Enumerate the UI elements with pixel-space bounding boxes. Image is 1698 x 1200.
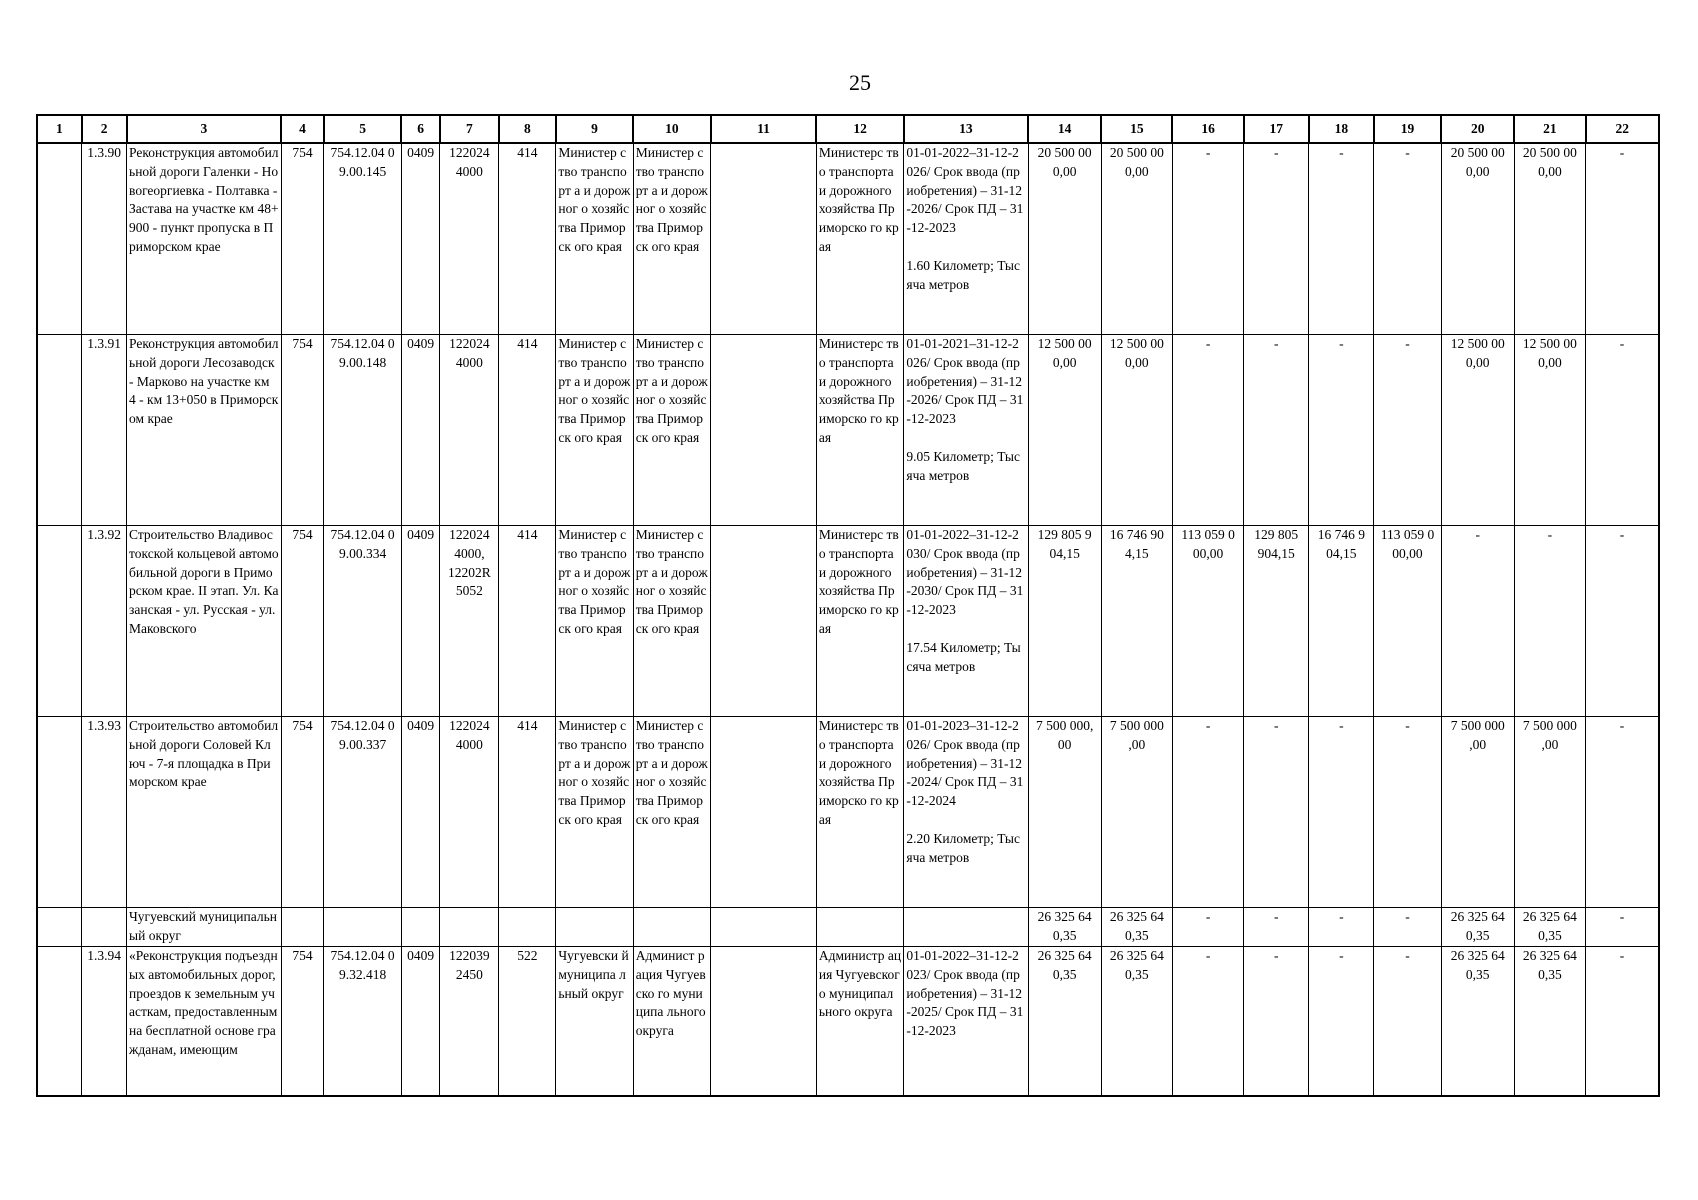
column-header-7: 7 [440,115,499,143]
table-cell-col-18: - [1309,143,1374,335]
table-cell-col-14: 20 500 00 0,00 [1028,143,1101,335]
table-cell-col-19: - [1374,143,1441,335]
table-cell-col-10 [633,908,710,947]
column-header-20: 20 [1441,115,1514,143]
table-cell-col-12: Министерс тво транспорта и дорожного хозяйства Приморско го края [816,335,904,526]
table-cell-col-15: 16 746 90 4,15 [1101,526,1172,717]
table-cell-col-12 [816,908,904,947]
table-cell-col-14: 129 805 9 04,15 [1028,526,1101,717]
table-cell-col-16: - [1172,947,1243,1097]
table-cell-col-16: 113 059 0 00,00 [1172,526,1243,717]
table-cell-col-18: - [1309,947,1374,1097]
table-cell-col-13: 01-01-2022–31-12-2026/ Срок ввода (приобретения) – 31-12-2026/ Срок ПД – 31-12-2023 1.60 Километр; Тысяча метров [904,143,1028,335]
table-cell-col-3: Строительство Владивостокской кольцевой автомобильной дороги в Приморском крае. II этап. Ул. Казанская - ул. Русская - ул. Маковского [127,526,282,717]
table-cell-col-7 [440,908,499,947]
table-cell-col-20: 12 500 00 0,00 [1441,335,1514,526]
column-header-18: 18 [1309,115,1374,143]
table-cell-col-8: 414 [499,335,556,526]
table-cell-col-21: 26 325 64 0,35 [1514,908,1585,947]
table-cell-col-12: Министерс тво транспорта и дорожного хозяйства Приморско го края [816,717,904,908]
table-cell-col-6: 0409 [401,717,440,908]
table-cell-col-18: 16 746 9 04,15 [1309,526,1374,717]
table-cell-col-15: 26 325 64 0,35 [1101,947,1172,1097]
table-cell-col-16: - [1172,717,1243,908]
table-cell-col-21: 12 500 00 0,00 [1514,335,1585,526]
table-cell-col-5: 754.12.04 09.00.337 [324,717,401,908]
column-header-9: 9 [556,115,633,143]
table-cell-col-2: 1.3.94 [82,947,127,1097]
table-cell-col-12: Министерс тво транспорта и дорожного хозяйства Приморско го края [816,526,904,717]
table-cell-col-19: - [1374,717,1441,908]
column-header-2: 2 [82,115,127,143]
table-cell-col-2: 1.3.90 [82,143,127,335]
column-header-5: 5 [324,115,401,143]
column-header-8: 8 [499,115,556,143]
table-cell-col-19: 113 059 0 00,00 [1374,526,1441,717]
table-cell-col-17: - [1244,717,1309,908]
table-cell-col-9: Министер ство транспорт а и дорожног о хозяйства Приморск ого края [556,143,633,335]
table-cell-col-10: Министер ство транспорт а и дорожног о хозяйства Приморск ого края [633,526,710,717]
column-header-4: 4 [281,115,324,143]
table-cell-col-3: Реконструкция автомобильной дороги Лесозаводск - Марково на участке км 4 - км 13+050 в Приморском крае [127,335,282,526]
table-cell-col-3: Реконструкция автомобильной дороги Галенки - Новогеоргиевка - Полтавка - Застава на участке км 48+900 - пункт пропуска в Приморском крае [127,143,282,335]
table-cell-col-10: Министер ство транспорт а и дорожног о хозяйства Приморск ого края [633,717,710,908]
table-cell-col-1 [37,335,82,526]
table-cell-col-15: 26 325 64 0,35 [1101,908,1172,947]
table-cell-col-5 [324,908,401,947]
table-cell-col-7: 122024 4000 [440,335,499,526]
table-row [37,143,1659,335]
table-cell-col-22: - [1586,908,1659,947]
table-cell-col-7: 122024 4000 [440,717,499,908]
table-cell-col-21: 20 500 00 0,00 [1514,143,1585,335]
table-cell-col-18: - [1309,717,1374,908]
table-cell-col-9: Министер ство транспорт а и дорожног о хозяйства Приморск ого края [556,335,633,526]
table-cell-col-12: Министерс тво транспорта и дорожного хозяйства Приморско го края [816,143,904,335]
table-cell-col-11 [711,908,817,947]
column-header-16: 16 [1172,115,1243,143]
table-cell-col-11 [711,526,817,717]
table-cell-col-14: 12 500 00 0,00 [1028,335,1101,526]
table-row [37,947,1659,1097]
table-cell-col-20: 26 325 64 0,35 [1441,908,1514,947]
column-header-22: 22 [1586,115,1659,143]
table-cell-col-8: 414 [499,526,556,717]
column-header-19: 19 [1374,115,1441,143]
table-cell-col-5: 754.12.04 09.00.145 [324,143,401,335]
table-cell-col-6: 0409 [401,335,440,526]
data-table [36,114,1660,1097]
table-cell-col-2: 1.3.92 [82,526,127,717]
table-cell-col-5: 754.12.04 09.32.418 [324,947,401,1097]
table-cell-col-17: - [1244,335,1309,526]
table-cell-col-15: 20 500 00 0,00 [1101,143,1172,335]
table-cell-col-1 [37,947,82,1097]
table-cell-col-3: «Реконструкция подъездных автомобильных дорог, проездов к земельным участкам, предоставленным на бесплатной основе гражданам, имеющим [127,947,282,1097]
table-cell-col-3: Строительство автомобильной дороги Соловей Ключ - 7-я площадка в Приморском крае [127,717,282,908]
column-header-1: 1 [37,115,82,143]
table-cell-col-21: 26 325 64 0,35 [1514,947,1585,1097]
table-cell-col-7: 122024 4000, 12202R 5052 [440,526,499,717]
table-cell-col-9: Министер ство транспорт а и дорожног о хозяйства Приморск ого края [556,526,633,717]
table-cell-col-17: - [1244,947,1309,1097]
table-cell-col-10: Министер ство транспорт а и дорожног о хозяйства Приморск ого края [633,335,710,526]
table-cell-col-1 [37,143,82,335]
table-cell-col-7: 122024 4000 [440,143,499,335]
table-cell-col-4: 754 [281,526,324,717]
table-row [37,717,1659,908]
table-cell-col-20: 26 325 64 0,35 [1441,947,1514,1097]
table-cell-col-7: 122039 2450 [440,947,499,1097]
table-cell-col-4: 754 [281,335,324,526]
column-header-12: 12 [816,115,904,143]
table-cell-col-3: Чугуевский муниципальный округ [127,908,282,947]
table-cell-col-22: - [1586,947,1659,1097]
column-header-6: 6 [401,115,440,143]
table-cell-col-18: - [1309,908,1374,947]
table-cell-col-13: 01-01-2022–31-12-2030/ Срок ввода (приобретения) – 31-12-2030/ Срок ПД – 31-12-2023 17.54 Километр; Тысяча метров [904,526,1028,717]
column-header-10: 10 [633,115,710,143]
column-header-21: 21 [1514,115,1585,143]
table-cell-col-14: 26 325 64 0,35 [1028,908,1101,947]
page-number: 25 [849,70,871,95]
table-cell-col-9: Министер ство транспорт а и дорожног о хозяйства Приморск ого края [556,717,633,908]
table-cell-col-5: 754.12.04 09.00.148 [324,335,401,526]
table-cell-col-17: 129 805 904,15 [1244,526,1309,717]
table-cell-col-8: 414 [499,143,556,335]
table-cell-col-20: 20 500 00 0,00 [1441,143,1514,335]
table-cell-col-11 [711,143,817,335]
table-cell-col-2 [82,908,127,947]
table-cell-col-15: 12 500 00 0,00 [1101,335,1172,526]
table-cell-col-18: - [1309,335,1374,526]
table-cell-col-4: 754 [281,143,324,335]
table-cell-col-2: 1.3.91 [82,335,127,526]
table-cell-col-22: - [1586,526,1659,717]
table-cell-col-22: - [1586,143,1659,335]
table-cell-col-5: 754.12.04 09.00.334 [324,526,401,717]
table-cell-col-21: 7 500 000 ,00 [1514,717,1585,908]
table-row [37,526,1659,717]
table-cell-col-4: 754 [281,947,324,1097]
table-cell-col-11 [711,335,817,526]
column-header-17: 17 [1244,115,1309,143]
table-cell-col-19: - [1374,908,1441,947]
table-cell-col-1 [37,526,82,717]
table-cell-col-21: - [1514,526,1585,717]
column-header-3: 3 [127,115,282,143]
table-cell-col-22: - [1586,717,1659,908]
table-cell-col-20: 7 500 000 ,00 [1441,717,1514,908]
table-cell-col-13: 01-01-2023–31-12-2026/ Срок ввода (приобретения) – 31-12-2024/ Срок ПД – 31-12-2024 2.20 Километр; Тысяча метров [904,717,1028,908]
table-cell-col-14: 26 325 64 0,35 [1028,947,1101,1097]
table-cell-col-6: 0409 [401,947,440,1097]
table-cell-col-6: 0409 [401,526,440,717]
table-cell-col-6: 0409 [401,143,440,335]
table-cell-col-10: Министер ство транспорт а и дорожног о хозяйства Приморск ого края [633,143,710,335]
table-cell-col-19: - [1374,335,1441,526]
table-cell-col-4 [281,908,324,947]
table-cell-col-6 [401,908,440,947]
column-header-13: 13 [904,115,1028,143]
table-cell-col-8: 522 [499,947,556,1097]
table-cell-col-14: 7 500 000, 00 [1028,717,1101,908]
table-cell-col-1 [37,717,82,908]
table-cell-col-13 [904,908,1028,947]
table-row [37,908,1659,947]
table-cell-col-19: - [1374,947,1441,1097]
table-cell-col-16: - [1172,143,1243,335]
table-cell-col-12: Администр ация Чугуевског о муниципал ьного округа [816,947,904,1097]
table-row [37,335,1659,526]
table-cell-col-22: - [1586,335,1659,526]
table-cell-col-8: 414 [499,717,556,908]
column-header-14: 14 [1028,115,1101,143]
table-cell-col-13: 01-01-2022–31-12-2023/ Срок ввода (приобретения) – 31-12-2025/ Срок ПД – 31-12-2023 [904,947,1028,1097]
table-cell-col-17: - [1244,143,1309,335]
table-cell-col-17: - [1244,908,1309,947]
table-cell-col-16: - [1172,908,1243,947]
column-header-11: 11 [711,115,817,143]
table-cell-col-20: - [1441,526,1514,717]
table-cell-col-8 [499,908,556,947]
table-header-row [37,115,1659,143]
table-cell-col-9 [556,908,633,947]
table-cell-col-2: 1.3.93 [82,717,127,908]
table-cell-col-13: 01-01-2021–31-12-2026/ Срок ввода (приобретения) – 31-12-2026/ Срок ПД – 31-12-2023 9.05 Километр; Тысяча метров [904,335,1028,526]
table-cell-col-15: 7 500 000 ,00 [1101,717,1172,908]
table-cell-col-16: - [1172,335,1243,526]
table-cell-col-9: Чугуевски й муниципа льный округ [556,947,633,1097]
table-cell-col-4: 754 [281,717,324,908]
table-cell-col-10: Админист рация Чугуевско го муниципа льного округа [633,947,710,1097]
column-header-15: 15 [1101,115,1172,143]
table-cell-col-11 [711,947,817,1097]
table-cell-col-1 [37,908,82,947]
table-cell-col-11 [711,717,817,908]
